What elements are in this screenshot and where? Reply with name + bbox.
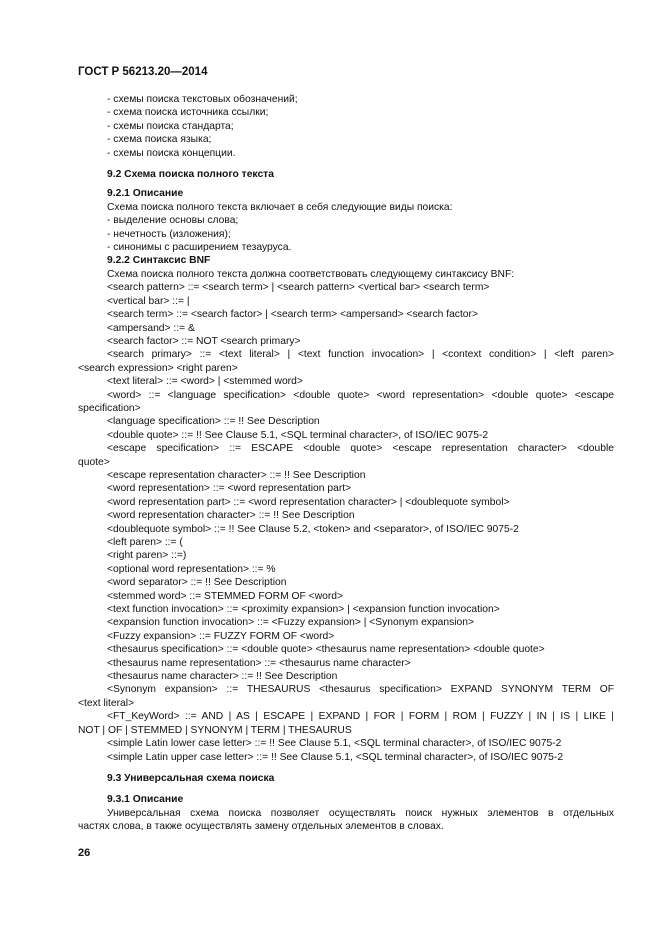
bnf-rule: <double quote> ::= !! See Clause 5.1, <SQL terminal character>, of ISO/IEC 9075-2 — [107, 429, 489, 441]
list-item: - схема поиска источника ссылки; — [107, 107, 269, 119]
section-9-2-2-title: 9.2.2 Синтаксис BNF — [107, 255, 211, 267]
bnf-rule: <word> ::= <language specification> <double quote> <word representation> <double quote> <escape — [107, 389, 614, 401]
bnf-rule: <simple Latin upper case letter> ::= !! See Clause 5.1, <SQL terminal character>, of ISO/IEC 9075-2 — [107, 751, 564, 763]
bnf-grammar — [78, 281, 614, 764]
list-item: - схемы поиска текстовых обозначений; — [107, 94, 298, 105]
bnf-rule: <search pattern> ::= <search term> | <search pattern> <vertical bar> <search term> — [107, 282, 490, 294]
bnf-rule-continuation: quote> — [78, 456, 110, 468]
bnf-rule: <Fuzzy expansion> ::= FUZZY FORM OF <word> — [107, 630, 335, 642]
bnf-rule: <thesaurus name character> ::= !! See Description — [107, 671, 338, 683]
list-item: - схемы поиска стандарта; — [107, 120, 234, 132]
paragraph-line: частях слова, в также осуществлять замену отдельных элементов в словах. — [78, 821, 444, 833]
bnf-rule: <FT_KeyWord> ::= AND | AS | ESCAPE | EXPAND | FOR | FORM | ROM | FUZZY | IN | IS | LIKE | — [107, 711, 614, 723]
bnf-rule: <escape representation character> ::= !! See Description — [107, 469, 366, 481]
bnf-rule: <Synonym expansion> ::= THESAURUS <thesaurus specification> EXPAND SYNONYM TERM OF — [107, 684, 614, 696]
bnf-rule-continuation: NOT | OF | STEMMED | SYNONYM | TERM | THESAURUS — [78, 724, 352, 736]
list-item: - схемы поиска концепции. — [107, 147, 236, 159]
bnf-rule: <word representation> ::= <word representation part> — [107, 483, 352, 495]
bnf-rule: <search factor> ::= NOT <search primary> — [107, 335, 301, 347]
bnf-rule-continuation: specification> — [78, 402, 141, 414]
bnf-rule: <search primary> ::= <text literal> | <text function invocation> | <context condition> | <left paren> — [107, 349, 614, 361]
bnf-rule: <word separator> ::= !! See Description — [107, 577, 287, 589]
bnf-rule: <left paren> ::= ( — [107, 537, 183, 548]
description-text: Схема поиска полного текста включает в себя следующие виды поиска: — [107, 201, 453, 213]
bnf-rule: <vertical bar> ::= | — [107, 295, 190, 307]
bnf-rule: <thesaurus specification> ::= <double quote> <thesaurus name representation> <double quote> — [107, 644, 545, 656]
bnf-rule: <ampersand> ::= & — [107, 322, 195, 334]
bnf-rule: <word representation part> ::= <word representation character> | <doublequote symbol> — [107, 496, 510, 508]
bnf-rule-continuation: <search expression> <right paren> — [78, 362, 238, 374]
list-item: - схема поиска языка; — [107, 134, 212, 146]
bnf-rule: <language specification> ::= !! See Description — [107, 416, 320, 428]
bnf-rule: <doublequote symbol> ::= !! See Clause 5.2, <token> and <separator>, of ISO/IEC 9075-2 — [107, 523, 519, 535]
bnf-intro: Схема поиска полного текста должна соответствовать следующему синтаксису BNF: — [107, 268, 515, 280]
bnf-rule: <simple Latin lower case letter> ::= !! See Clause 5.1, <SQL terminal character>, of ISO/IEC 9075-2 — [107, 738, 562, 750]
bnf-rule: <expansion function invocation> ::= <Fuzzy expansion> | <Synonym expansion> — [107, 617, 475, 629]
bnf-rule: <search term> ::= <search factor> | <search term> <ampersand> <search factor> — [107, 309, 478, 321]
section-9-2-title: 9.2 Схема поиска полного текста — [107, 169, 274, 181]
bnf-rule: <escape specification> ::= ESCAPE <double quote> <escape representation character> <double — [107, 443, 614, 455]
bnf-rule: <thesaurus name representation> ::= <thesaurus name character> — [107, 657, 411, 669]
section-9-3-title: 9.3 Универсальная схема поиска — [107, 772, 275, 784]
section-9-2-1-title: 9.2.1 Описание — [107, 188, 184, 200]
bnf-rule: <text literal> ::= <word> | <stemmed word> — [107, 376, 303, 388]
bnf-rule: <word representation character> ::= !! See Description — [107, 510, 355, 522]
bnf-rule-continuation: <text literal> — [78, 697, 135, 709]
bnf-rule: <right paren> ::=) — [107, 550, 187, 562]
section-9-3-1-title: 9.3.1 Описание — [107, 794, 184, 806]
bnf-rule: <optional word representation> ::= % — [107, 563, 276, 575]
paragraph-line: Универсальная схема поиска позволяет осуществлять поиск нужных элементов в отдельных — [107, 807, 614, 819]
page-number: 26 — [78, 847, 91, 859]
standard-header: ГОСТ Р 56213.20—2014 — [78, 66, 208, 78]
list-item: - нечетность (изложения); — [107, 228, 231, 240]
intro-list — [107, 93, 614, 160]
list-item: - синонимы с расширением тезауруса. — [107, 242, 292, 254]
list-item: - выделение основы слова; — [107, 215, 239, 227]
document-body — [78, 93, 614, 834]
bnf-rule: <text function invocation> ::= <proximity expansion> | <expansion function invocation> — [107, 604, 500, 616]
bnf-rule: <stemmed word> ::= STEMMED FORM OF <word> — [107, 590, 344, 602]
